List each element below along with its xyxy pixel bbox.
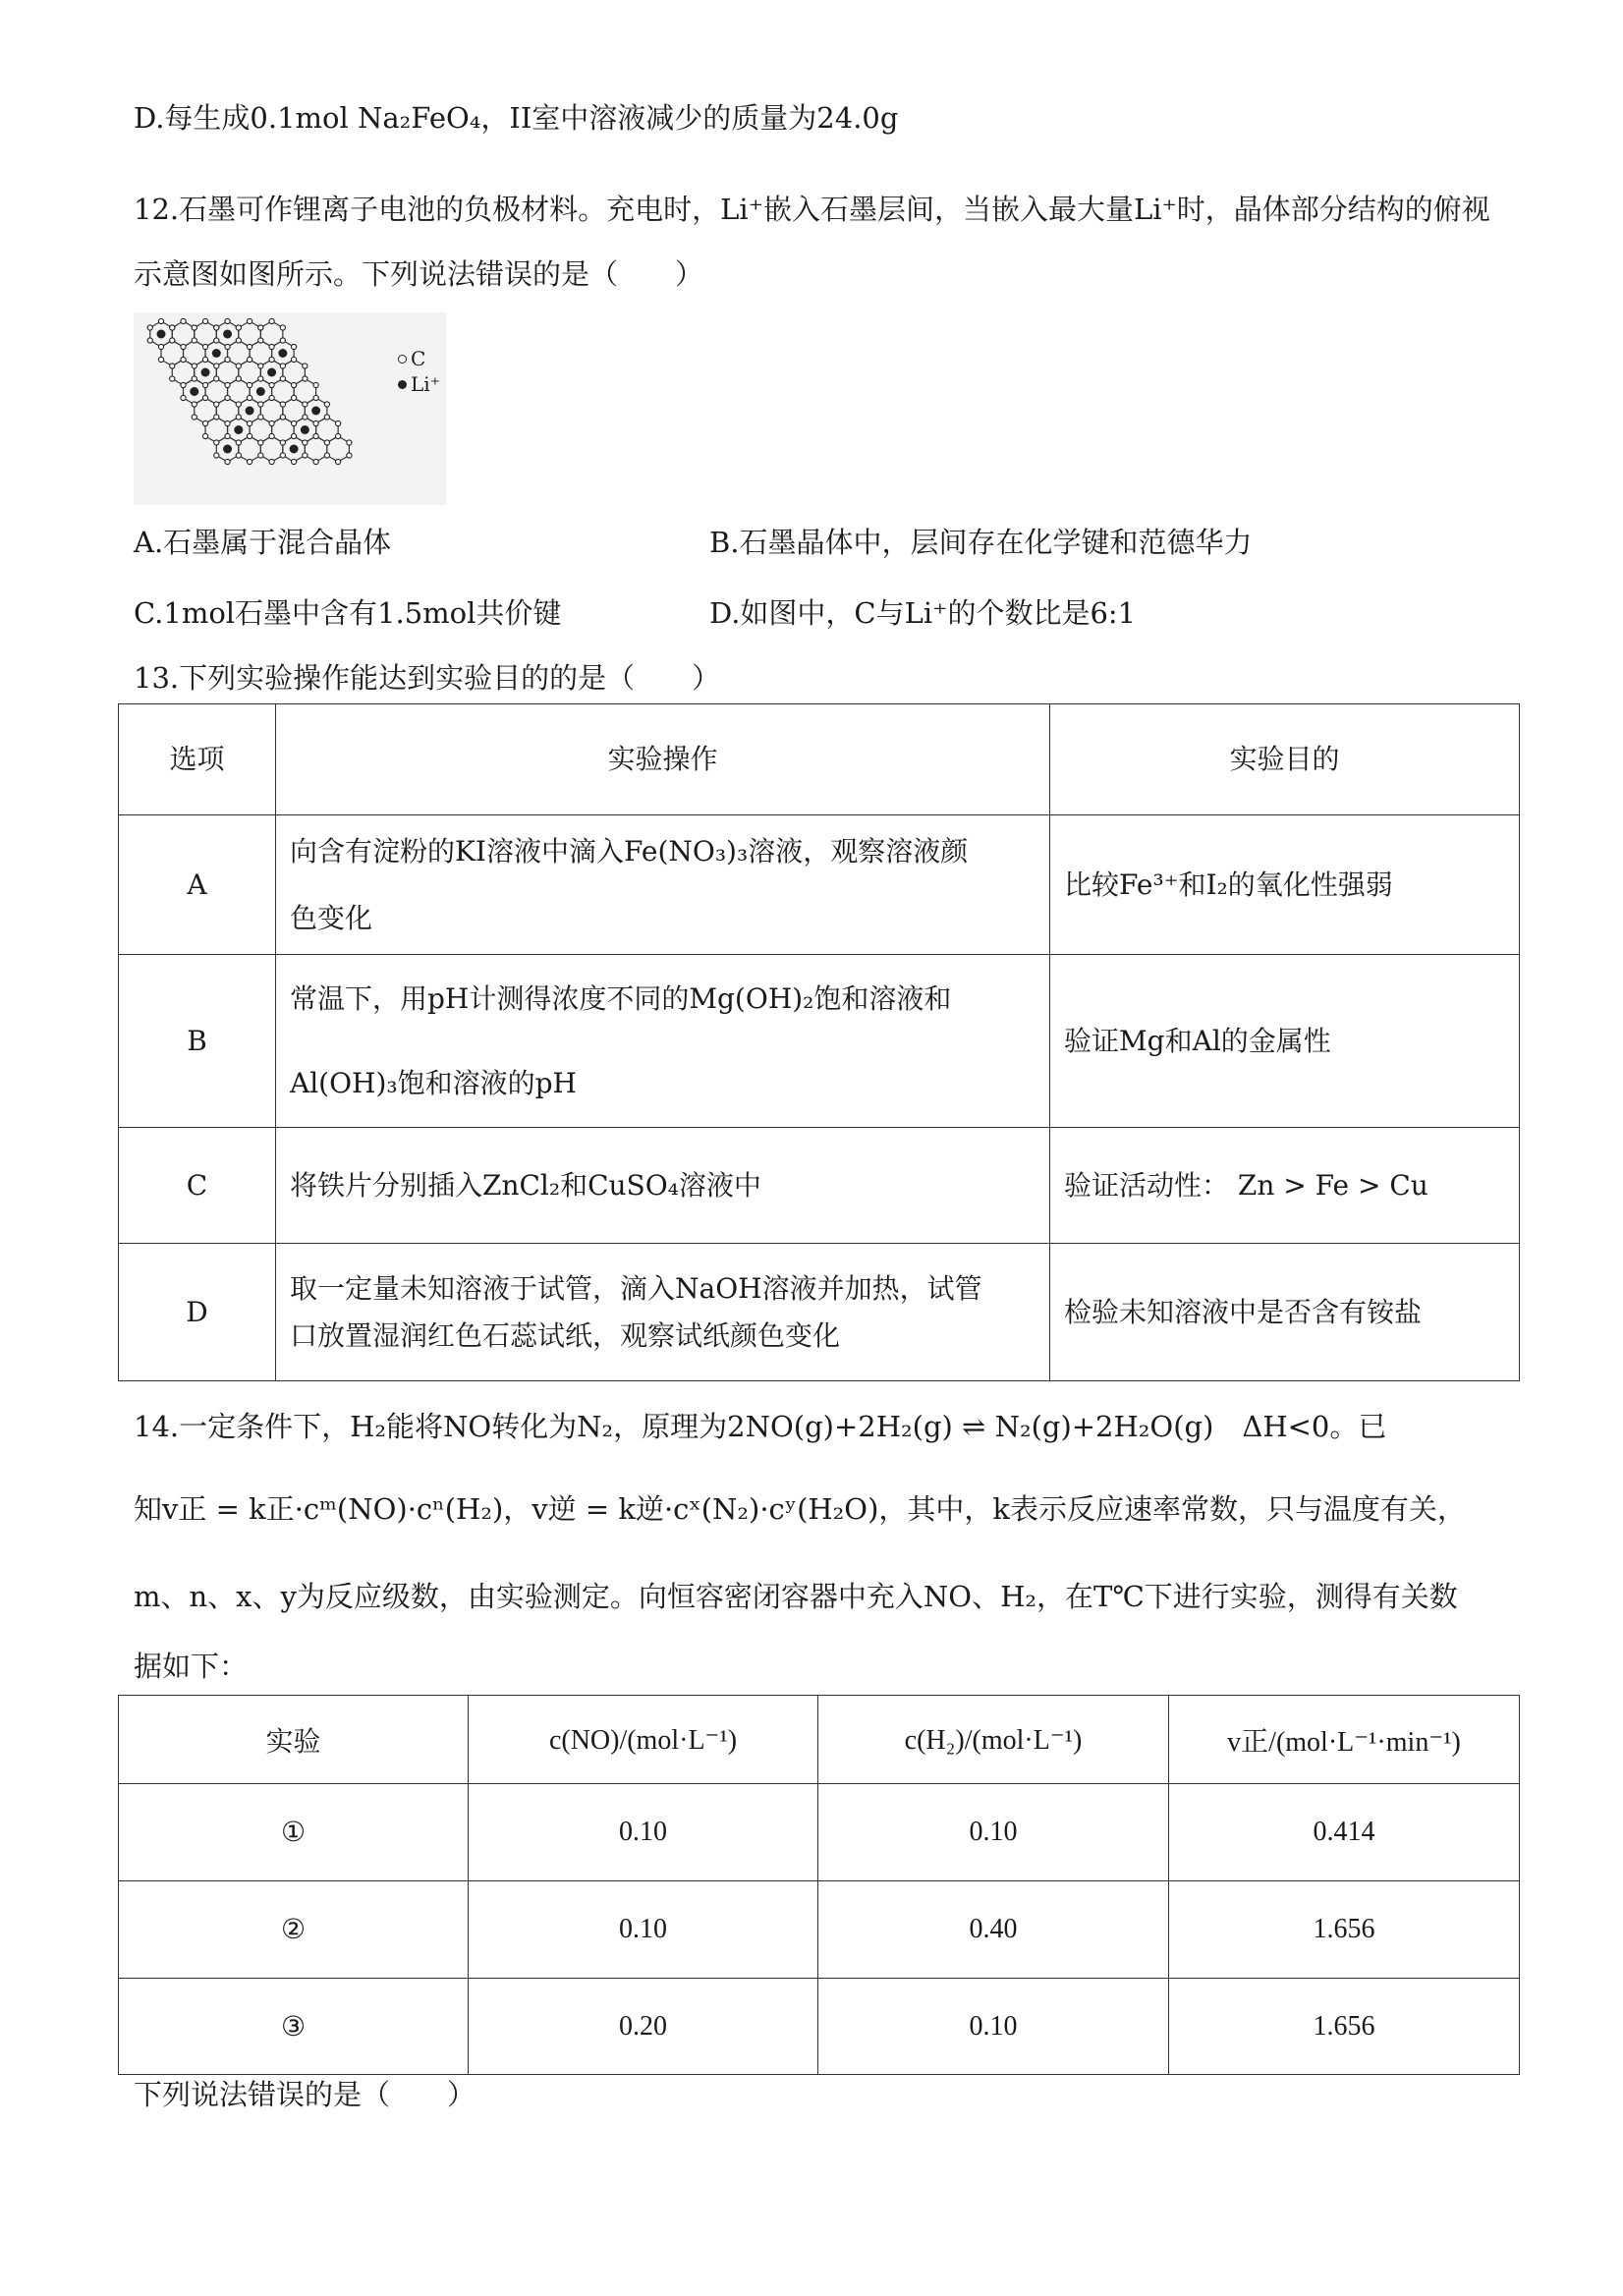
carbon-atom: [214, 364, 219, 368]
row-purpose: 验证活动性： Zn > Fe > Cu: [1050, 1128, 1520, 1244]
carbon-atom: [347, 440, 352, 445]
lithium-ion: [311, 407, 320, 416]
q14-line2: 知v正 = k正·cᵐ(NO)·cⁿ(H₂)，v逆 = k逆·cˣ(N₂)·cʸ(H₂O)，其中，k表示反应速率常数，只与温度有关，: [134, 1492, 1466, 1526]
carbon-atom: [291, 433, 296, 438]
carbon-atom: [247, 433, 252, 438]
carbon-atom: [280, 402, 285, 407]
table-header-row: [119, 704, 1520, 815]
carbon-atom: [202, 344, 207, 349]
carbon-atom: [158, 357, 163, 362]
c-no-value: 0.10: [469, 1784, 818, 1881]
lithium-ion: [157, 330, 166, 339]
row-operation: [276, 815, 1050, 955]
q12-option-d: D.如图中，C与Li⁺的个数比是6:1: [709, 596, 1137, 630]
lithium-ion: [223, 445, 232, 454]
carbon-atom: [258, 453, 263, 458]
carbon-atom: [258, 364, 263, 368]
header-c-h2: c(H₂)/(mol·L⁻¹): [818, 1696, 1169, 1784]
carbon-atom: [269, 344, 274, 349]
carbon-atom: [258, 415, 263, 420]
carbon-atom: [313, 433, 318, 438]
carbon-atom: [336, 459, 341, 464]
carbon-atom: [214, 325, 219, 330]
carbon-atom: [202, 318, 207, 323]
carbon-atom: [280, 338, 285, 343]
carbon-atom: [225, 459, 230, 464]
carbon-atom: [269, 382, 274, 387]
q12-stem-line2: 示意图如图所示。下列说法错误的是（ ）: [134, 257, 704, 291]
carbon-atom: [247, 459, 252, 464]
carbon-atom: [303, 376, 308, 381]
carbon-atom: [236, 376, 241, 381]
carbon-atom: [280, 325, 285, 330]
experiment-number: ①: [119, 1784, 469, 1881]
q13-experiment-table: [118, 703, 1520, 1381]
carbon-atom: [147, 325, 152, 330]
q12-option-c: C.1mol石墨中含有1.5mol共价键: [134, 596, 562, 630]
operation-line: 色变化: [290, 901, 373, 934]
carbon-atom: [313, 395, 318, 400]
carbon-atom: [291, 344, 296, 349]
carbon-atom: [247, 395, 252, 400]
header-experiment: 实验: [119, 1696, 469, 1784]
carbon-atom: [192, 415, 196, 420]
carbon-atom: [158, 318, 163, 323]
row-option: A: [119, 815, 276, 955]
carbon-atom: [214, 376, 219, 381]
carbon-atom: [303, 415, 308, 420]
carbon-atom: [247, 357, 252, 362]
carbon-atom: [336, 433, 341, 438]
carbon-atom: [202, 357, 207, 362]
carbon-atom: [291, 395, 296, 400]
carbon-atom: [236, 415, 241, 420]
carbon-atom: [303, 364, 308, 368]
carbon-atom: [291, 459, 296, 464]
c-no-value: 0.10: [469, 1881, 818, 1979]
lithium-ion: [278, 349, 287, 358]
carbon-atom: [258, 376, 263, 381]
carbon-atom: [214, 338, 219, 343]
c-h2-value: 0.40: [818, 1881, 1169, 1979]
carbon-atom: [258, 325, 263, 330]
carbon-atom: [225, 395, 230, 400]
q14-line4: 据如下：: [134, 1650, 249, 1683]
table-row: [119, 1244, 1520, 1381]
carbon-atom: [225, 357, 230, 362]
q11-option-d: D.每生成0.1mol Na₂FeO₄，II室中溶液减少的质量为24.0g: [134, 101, 899, 135]
operation-line: 向含有淀粉的KI溶液中滴入Fe(NO₃)₃溶液，观察溶液颜: [290, 834, 969, 868]
table-row: [119, 1784, 1520, 1881]
q14-line3: m、n、x、y为反应级数，由实验测定。向恒容密闭容器中充入NO、H₂，在T℃下进行实验，测得有关数: [134, 1580, 1458, 1613]
row-purpose: 比较Fe³⁺和I₂的氧化性强弱: [1050, 815, 1520, 955]
table-row: [119, 815, 1520, 955]
row-option: D: [119, 1244, 276, 1381]
carbon-atom: [214, 453, 219, 458]
carbon-atom: [313, 459, 318, 464]
legend-carbon-label: C: [411, 347, 426, 370]
carbon-atom: [192, 338, 196, 343]
carbon-atom: [202, 420, 207, 425]
carbon-atom: [324, 415, 329, 420]
carbon-atom: [181, 395, 186, 400]
experiment-number: ③: [119, 1979, 469, 2075]
lithium-marker-icon: [398, 380, 407, 389]
carbon-atom: [247, 382, 252, 387]
operation-line: 取一定量未知溶液于试管，滴入NaOH溶液并加热，试管: [290, 1271, 982, 1305]
table-row: [119, 955, 1520, 1128]
lithium-ion: [201, 368, 210, 377]
carbon-atom: [269, 395, 274, 400]
operation-line: 口放置湿润红色石蕊试纸，观察试纸颜色变化: [290, 1318, 841, 1352]
carbon-atom: [269, 357, 274, 362]
carbon-atom: [280, 415, 285, 420]
carbon-atom: [147, 338, 152, 343]
carbon-atom: [236, 440, 241, 445]
carbon-atom: [280, 453, 285, 458]
carbon-atom: [324, 453, 329, 458]
row-operation: [276, 1244, 1050, 1381]
carbon-atom: [303, 440, 308, 445]
carbon-atom: [347, 453, 352, 458]
header-rate: v正/(mol·L⁻¹·min⁻¹): [1169, 1696, 1520, 1784]
lithium-ion: [290, 445, 299, 454]
carbon-atom: [280, 376, 285, 381]
carbon-atom: [303, 402, 308, 407]
operation-line: 常温下，用pH计测得浓度不同的Mg(OH)₂饱和溶液和: [290, 981, 952, 1015]
carbon-atom: [236, 325, 241, 330]
carbon-atom: [181, 357, 186, 362]
carbon-atom: [236, 402, 241, 407]
carbon-atom: [258, 440, 263, 445]
carbon-atom: [225, 420, 230, 425]
experiment-number: ②: [119, 1881, 469, 1979]
row-purpose: 检验未知溶液中是否含有铵盐: [1050, 1244, 1520, 1381]
c-h2-value: 0.10: [818, 1784, 1169, 1881]
carbon-atom: [280, 364, 285, 368]
carbon-atom: [214, 415, 219, 420]
carbon-atom: [236, 338, 241, 343]
carbon-atom: [202, 382, 207, 387]
carbon-atom: [291, 382, 296, 387]
carbon-marker-icon: [398, 355, 407, 364]
carbon-atom: [170, 364, 175, 368]
carbon-atom: [214, 402, 219, 407]
table-row: [119, 1881, 1520, 1979]
carbon-atom: [170, 325, 175, 330]
row-option: C: [119, 1128, 276, 1244]
carbon-atom: [225, 382, 230, 387]
c-no-value: 0.20: [469, 1979, 818, 2075]
carbon-atom: [181, 344, 186, 349]
c-h2-value: 0.10: [818, 1979, 1169, 2075]
lithium-ion: [223, 330, 232, 339]
carbon-atom: [236, 364, 241, 368]
q14-rate-data-table: [118, 1695, 1520, 2075]
carbon-atom: [247, 344, 252, 349]
carbon-atom: [291, 357, 296, 362]
carbon-atom: [236, 453, 241, 458]
header-purpose: 实验目的: [1050, 704, 1520, 815]
table-header-row: [119, 1696, 1520, 1784]
lithium-ion: [234, 425, 243, 434]
graphite-lithium-structure-figure: [134, 312, 446, 505]
lattice-diagram: [134, 312, 446, 505]
header-option: 选项: [119, 704, 276, 815]
lithium-ion: [256, 387, 265, 396]
carbon-atom: [202, 433, 207, 438]
figure-legend: [398, 346, 440, 397]
row-operation: [276, 955, 1050, 1128]
q12-stem-line1: 12.石墨可作锂离子电池的负极材料。充电时，Li⁺嵌入石墨层间，当嵌入最大量Li⁺时，晶体部分结构的俯视: [134, 193, 1490, 226]
carbon-atom: [225, 433, 230, 438]
carbon-atom: [202, 395, 207, 400]
header-operation: 实验操作: [276, 704, 1050, 815]
carbon-atom: [181, 382, 186, 387]
carbon-atom: [192, 402, 196, 407]
carbon-atom: [158, 344, 163, 349]
q12-option-b: B.石墨晶体中，层间存在化学键和范德华力: [709, 526, 1253, 559]
carbon-atom: [269, 459, 274, 464]
row-operation: [276, 1128, 1050, 1244]
carbon-atom: [313, 382, 318, 387]
q13-stem: 13.下列实验操作能达到实验目的的是（ ）: [134, 661, 721, 695]
operation-line: Al(OH)₃饱和溶液的pH: [290, 1066, 577, 1099]
carbon-atom: [324, 440, 329, 445]
carbon-atom: [313, 420, 318, 425]
carbon-atom: [181, 318, 186, 323]
carbon-atom: [269, 318, 274, 323]
carbon-atom: [280, 440, 285, 445]
carbon-atom: [269, 433, 274, 438]
lithium-ion: [267, 368, 276, 377]
carbon-atom: [303, 453, 308, 458]
carbon-atom: [336, 420, 341, 425]
carbon-atom: [214, 440, 219, 445]
carbon-atom: [170, 338, 175, 343]
carbon-atom: [258, 338, 263, 343]
carbon-atom: [225, 318, 230, 323]
table-row: [119, 1979, 1520, 2075]
row-option: B: [119, 955, 276, 1128]
lithium-ion: [301, 425, 309, 434]
lithium-ion: [246, 407, 254, 416]
carbon-atom: [247, 420, 252, 425]
carbon-atom: [192, 325, 196, 330]
rate-value: 0.414: [1169, 1784, 1520, 1881]
carbon-atom: [192, 376, 196, 381]
lithium-ion: [190, 387, 198, 396]
carbon-atom: [324, 402, 329, 407]
carbon-atom: [247, 318, 252, 323]
rate-value: 1.656: [1169, 1881, 1520, 1979]
q12-option-a: A.石墨属于混合晶体: [134, 526, 392, 559]
carbon-atom: [258, 402, 263, 407]
carbon-atom: [225, 344, 230, 349]
header-c-no: c(NO)/(mol·L⁻¹): [469, 1696, 818, 1784]
carbon-atom: [269, 420, 274, 425]
legend-lithium-label: Li⁺: [411, 372, 441, 396]
rate-value: 1.656: [1169, 1979, 1520, 2075]
q14-question-prompt: 下列说法错误的是（ ）: [134, 2078, 476, 2111]
carbon-atom: [192, 364, 196, 368]
row-purpose: 验证Mg和Al的金属性: [1050, 955, 1520, 1128]
operation-line: 将铁片分别插入ZnCl₂和CuSO₄溶液中: [290, 1168, 761, 1202]
q14-line1: 14.一定条件下，H₂能将NO转化为N₂，原理为2NO(g)+2H₂(g) ⇌ N₂(g)+2H₂O(g) ΔH<0。已: [134, 1410, 1387, 1443]
lithium-ion: [212, 349, 221, 358]
carbon-atom: [291, 420, 296, 425]
table-row: [119, 1128, 1520, 1244]
carbon-atom: [170, 376, 175, 381]
